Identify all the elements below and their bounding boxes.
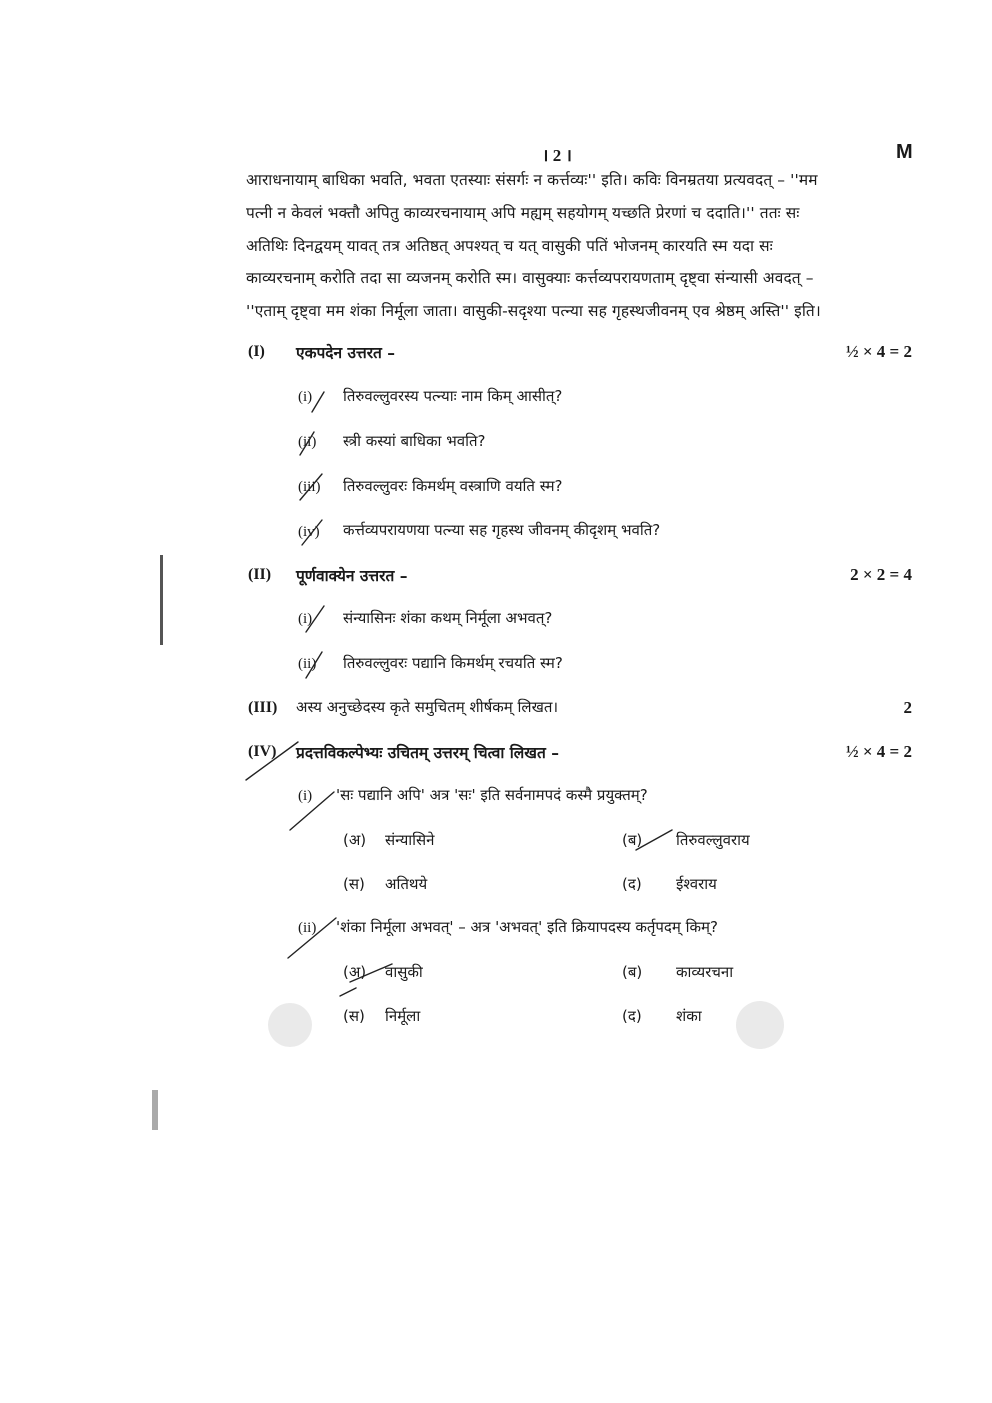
question-text: तिरुवल्लुवरः किमर्थम् वस्त्राणि वयति स्म? xyxy=(343,477,563,495)
passage-line: ''एताम् दृष्ट्वा मम शंका निर्मूला जाता। वासुकी-सदृश्या पत्न्या सह गृहस्थजीवनम् एव श्रेष्ठम् अस्ति'' इति। xyxy=(246,302,821,320)
section-label: (III) xyxy=(248,699,278,716)
scan-artifact xyxy=(152,1090,158,1130)
question-text: 'शंका निर्मूला अभवत्' – अत्र 'अभवत्' इति क्रियापदस्य कर्तृपदम् किम्? xyxy=(336,918,718,936)
tick-mark xyxy=(312,392,324,412)
question-number: (iii) xyxy=(298,479,321,495)
option-text: शंका xyxy=(676,1007,702,1025)
tick-mark xyxy=(350,964,392,982)
scan-artifact xyxy=(160,555,163,645)
option-text: काव्यरचना xyxy=(676,963,734,981)
option-key: (अ) xyxy=(343,963,367,981)
option-key: (ब) xyxy=(622,963,643,981)
passage-line: काव्यरचनाम् करोति तदा सा व्यजनम् करोति स्म। वासुक्याः कर्त्तव्यपरायणताम् दृष्ट्वा संन्यासी अवदत् – xyxy=(246,269,814,287)
scan-artifact xyxy=(736,1001,784,1049)
tick-mark xyxy=(246,742,298,780)
tick-mark xyxy=(302,520,322,545)
tick-mark xyxy=(636,830,672,850)
option-key: (अ) xyxy=(343,831,367,849)
option-key: (स) xyxy=(343,1007,365,1025)
section-title: एकपदेन उत्तरत – xyxy=(296,344,396,362)
option-text: तिरुवल्लुवराय xyxy=(676,831,750,849)
section-label: (IV) xyxy=(248,743,277,760)
option-text: वासुकी xyxy=(385,963,423,981)
question-number: (ii) xyxy=(298,920,317,936)
section-marks: ½ × 4 = 2 xyxy=(845,342,912,361)
question-text: स्त्री कस्यां बाधिका भवति? xyxy=(343,432,486,450)
tick-mark xyxy=(288,918,336,958)
section-marks: 2 × 2 = 4 xyxy=(850,565,912,584)
tick-mark xyxy=(298,432,317,455)
question-number: (i) xyxy=(298,788,313,804)
option-text: निर्मूला xyxy=(385,1007,421,1025)
section-title: प्रदत्तविकल्पेभ्यः उचितम् उत्तरम् चित्वा लिखत – xyxy=(296,744,559,762)
page-number: । 2 । xyxy=(542,146,572,165)
option-key: (द) xyxy=(622,1007,642,1025)
tick-mark xyxy=(290,792,334,830)
option-text: संन्यासिने xyxy=(385,831,435,849)
question-text: तिरुवल्लुवरः पद्यानि किमर्थम् रचयति स्म? xyxy=(343,654,563,672)
question-text: कर्त्तव्यपरायणया पत्न्या सह गृहस्थ जीवनम् कीदृशम् भवति? xyxy=(343,521,661,539)
tick-mark xyxy=(340,988,356,996)
section-marks: ½ × 4 = 2 xyxy=(845,742,912,761)
option-text: अतिथये xyxy=(385,875,428,893)
scan-artifact xyxy=(268,1003,312,1047)
option-key: (स) xyxy=(343,875,365,893)
question-text: संन्यासिनः शंका कथम् निर्मूला अभवत्? xyxy=(343,609,553,627)
passage-line: पत्नी न केवलं भक्तौ अपितु काव्यरचनायाम् अपि मह्यम् सहयोगम् यच्छति प्रेरणां च ददाति।'' ततः सः xyxy=(246,204,800,222)
section-label: (II) xyxy=(248,566,272,583)
section-marks: 2 xyxy=(903,698,912,717)
question-number: (ii) xyxy=(298,656,317,672)
paper-code: M xyxy=(896,141,913,163)
option-text: ईश्वराय xyxy=(676,875,717,893)
question-number: (i) xyxy=(298,389,313,405)
section-label: (I) xyxy=(248,343,265,360)
question-number: (i) xyxy=(298,611,313,627)
tick-mark xyxy=(306,652,322,678)
question-text: तिरुवल्लुवरस्य पत्न्याः नाम किम् आसीत्? xyxy=(343,387,563,405)
option-key: (द) xyxy=(622,875,642,893)
question-number: (ii) xyxy=(298,434,317,450)
question-number: (iv) xyxy=(298,524,320,540)
option-key: (ब) xyxy=(622,831,643,849)
passage-line: आराधनायाम् बाधिका भवति, भवता एतस्याः संसर्गः न कर्त्तव्यः'' इति। कविः विनम्रतया प्रत्यवदत् – ''मम xyxy=(246,171,818,189)
section-title: अस्य अनुच्छेदस्य कृते समुचितम् शीर्षकम् लिखत। xyxy=(296,698,559,716)
tick-mark xyxy=(300,474,322,500)
section-title: पूर्णवाक्येन उत्तरत – xyxy=(296,567,408,585)
passage-line: अतिथिः दिनद्वयम् यावत् तत्र अतिष्ठत् अपश्यत् च यत् वासुकी पतिं भोजनम् कारयति स्म यदा सः xyxy=(246,237,773,255)
question-text: 'सः पद्यानि अपि' अत्र 'सः' इति सर्वनामपदं कस्मै प्रयुक्तम्? xyxy=(336,786,648,804)
tick-mark xyxy=(306,606,324,632)
